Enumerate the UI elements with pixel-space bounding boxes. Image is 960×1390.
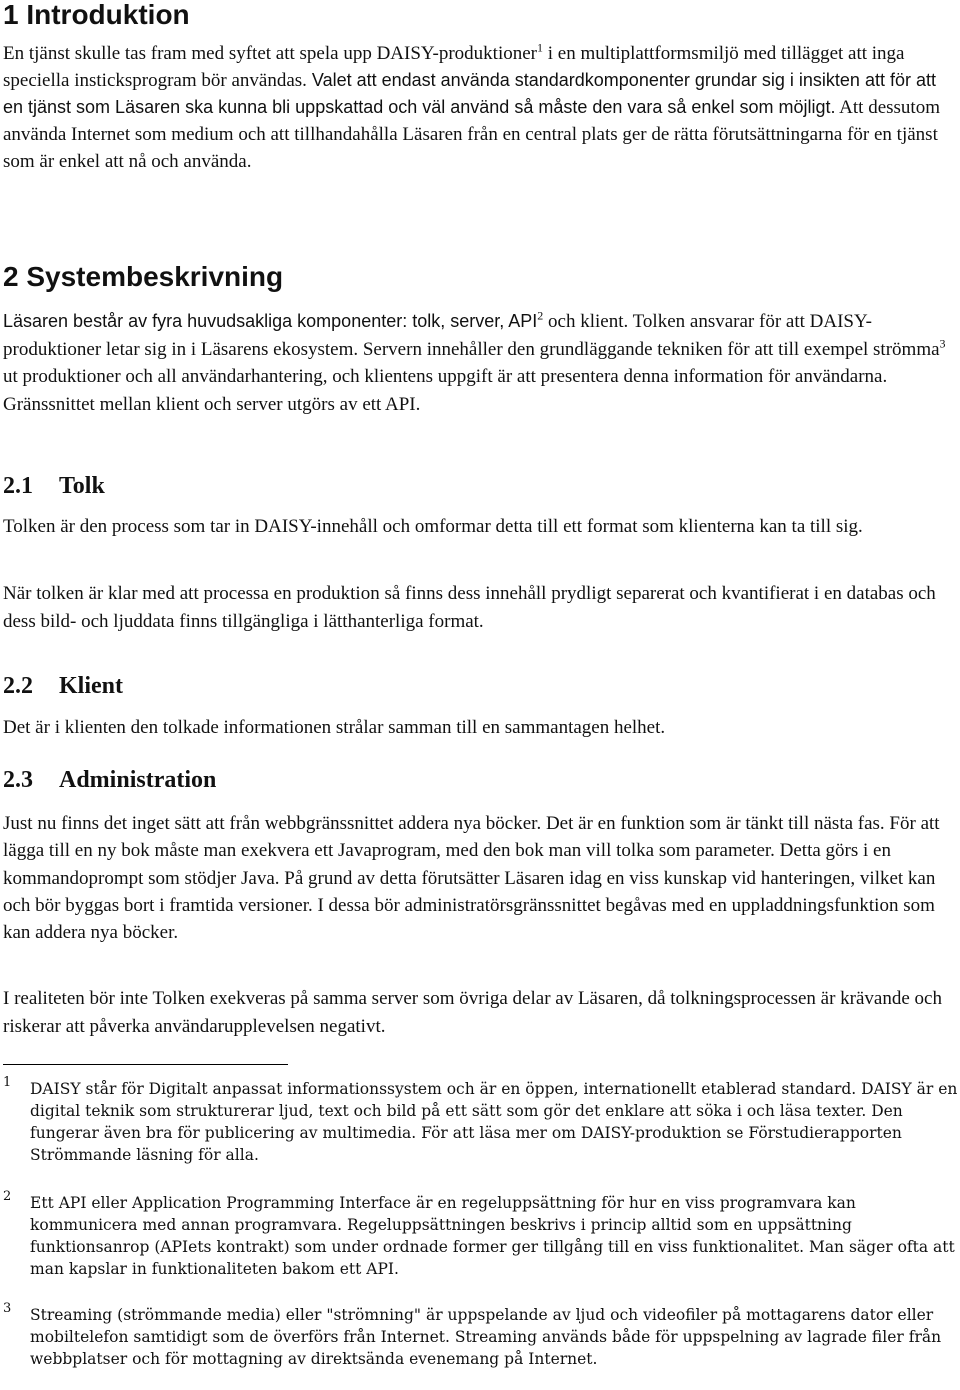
intro-text-3: Valet att endast använda standardkomponenter grundar sig i insikten att för att en tjänst som Läsaren ska kunna bli uppskattad och väl använd så måste den vara så enkel som möjligt. xyxy=(3,70,936,117)
sys-text-2: och klient. xyxy=(543,311,629,332)
paragraph-systembeskrivning xyxy=(3,308,958,418)
footnote-ref-1[interactable]: 1 xyxy=(537,40,544,55)
sys-text-5: ut produktioner och all användarhantering, och klientens uppgift är att presentera denna information för användarna. xyxy=(3,366,888,387)
footnote-2 xyxy=(3,1189,958,1280)
footnote-3 xyxy=(3,1301,958,1370)
paragraph-introduktion xyxy=(3,40,958,175)
heading-administration xyxy=(3,766,216,794)
footnote-mark: 2 xyxy=(3,1189,12,1204)
section-title: Tolk xyxy=(59,473,105,499)
paragraph-tolk-2: När tolken är klar med att processa en produktion så finns dess innehåll prydligt separerat och kvantifierat i en databas och dess bild- och ljuddata finns tillgängliga i lätthanterliga format. xyxy=(3,583,936,632)
section-number: 2.3 xyxy=(3,767,33,793)
footnote-text: Streaming (strömmande media) eller "strömning" är uppspelande av ljud och videofiler på mottagarens dator eller mobiltelefon samtidigt som de överförs från Internet. Streaming används både för uppspelning av lagrade filer från webbplatser och för mottagning av direktsända evenemang på Internet. xyxy=(30,1306,942,1368)
paragraph-administration-1: Just nu finns det inget sätt att från webbgränssnittet addera nya böcker. Det är en funktion som är tänkt till nästa fas. För att lägga till en ny bok måste man exekvera ett Javaprogram, med den bok man vill tolka som parameter. Detta görs i en kommandoprompt som stödjer Java. På grund av detta förutsätter Läsaren idag en viss kunskap vid hanteringen, vilket kan och bör byggas bort i framtida versioner. I dessa bör administratörsgränssnittet begåvas med en uppladdningsfunktion som kan addera nya böcker. xyxy=(3,813,940,944)
footnote-divider xyxy=(3,1064,288,1065)
section-number: 2.2 xyxy=(3,673,33,699)
heading-introduktion: 1 Introduktion xyxy=(3,0,190,30)
paragraph-tolk-1: Tolken är den process som tar in DAISY-innehåll och omformar detta till ett format som klienterna kan ta till sig. xyxy=(3,516,863,537)
section-title: Administration xyxy=(59,767,217,793)
section-number: 2.1 xyxy=(3,473,33,499)
heading-klient xyxy=(3,672,123,700)
footnote-mark: 1 xyxy=(3,1075,12,1090)
sys-text-1: Läsaren består av fyra huvudsakliga komponenter: tolk, server, API xyxy=(3,311,538,331)
footnote-mark: 3 xyxy=(3,1301,12,1316)
paragraph-klient: Det är i klienten den tolkade informationen strålar samman till en sammantagen helhet. xyxy=(3,717,666,738)
footnote-1 xyxy=(3,1075,958,1166)
paragraph-administration-2: I realiteten bör inte Tolken exekveras på samma server som övriga delar av Läsaren, då tolkningsprocessen är krävande och riskerar att påverka användarupplevelsen negativt. xyxy=(3,988,942,1037)
footnote-text: Ett API eller Application Programming Interface är en regeluppsättning för hur en viss programvara kan kommunicera med annan programvara. Regeluppsättningen beskrivs i princip alltid som en uppsättning funktionsanrop (APIets kontrakt) som under ordnade former ger tillgång till en viss funktionalitet. Man säger ofta att man kapslar in funktionaliteten bakom ett API. xyxy=(30,1194,955,1278)
footnote-ref-2[interactable]: 2 xyxy=(537,308,544,323)
intro-text-4: Att dessutom använda Internet som medium och att tillhandahålla Läsaren från en central plats ger de rätta förutsättningarna för en tjänst som är enkel att nå och använda. xyxy=(3,97,940,172)
heading-tolk xyxy=(3,472,105,500)
footnote-text: DAISY står för Digitalt anpassat informationssystem och är en öppen, internationellt etablerad standard. DAISY är en digital teknik som strukturerar ljud, text och bild på ett sätt som gör det enklare att söka i och läsa texter. Den fungerar även bra för publicering av multimedia. För att läsa mer om DAISY-produktion se Förstudierapporten Strömmande läsning för alla. xyxy=(30,1080,958,1164)
intro-text-1: En tjänst skulle tas fram med syftet att spela upp DAISY-produktioner xyxy=(3,43,538,64)
heading-systembeskrivning: 2 Systembeskrivning xyxy=(3,261,284,292)
sys-text-6: Gränssnittet mellan klient och server utgörs av ett API. xyxy=(3,393,421,415)
intro-text-2: i en multiplattformsmiljö med tillägget att inga speciella insticksprogram bör användas. xyxy=(3,43,905,91)
sys-text-4: Servern innehåller den grundläggande tekniken för att till exempel strömma xyxy=(358,338,940,360)
footnote-ref-3[interactable]: 3 xyxy=(939,336,946,351)
section-title: Klient xyxy=(59,673,123,699)
sys-text-3: Tolken ansvarar för att DAISY-produktioner letar sig in i Läsarens ekosystem. xyxy=(3,311,872,360)
